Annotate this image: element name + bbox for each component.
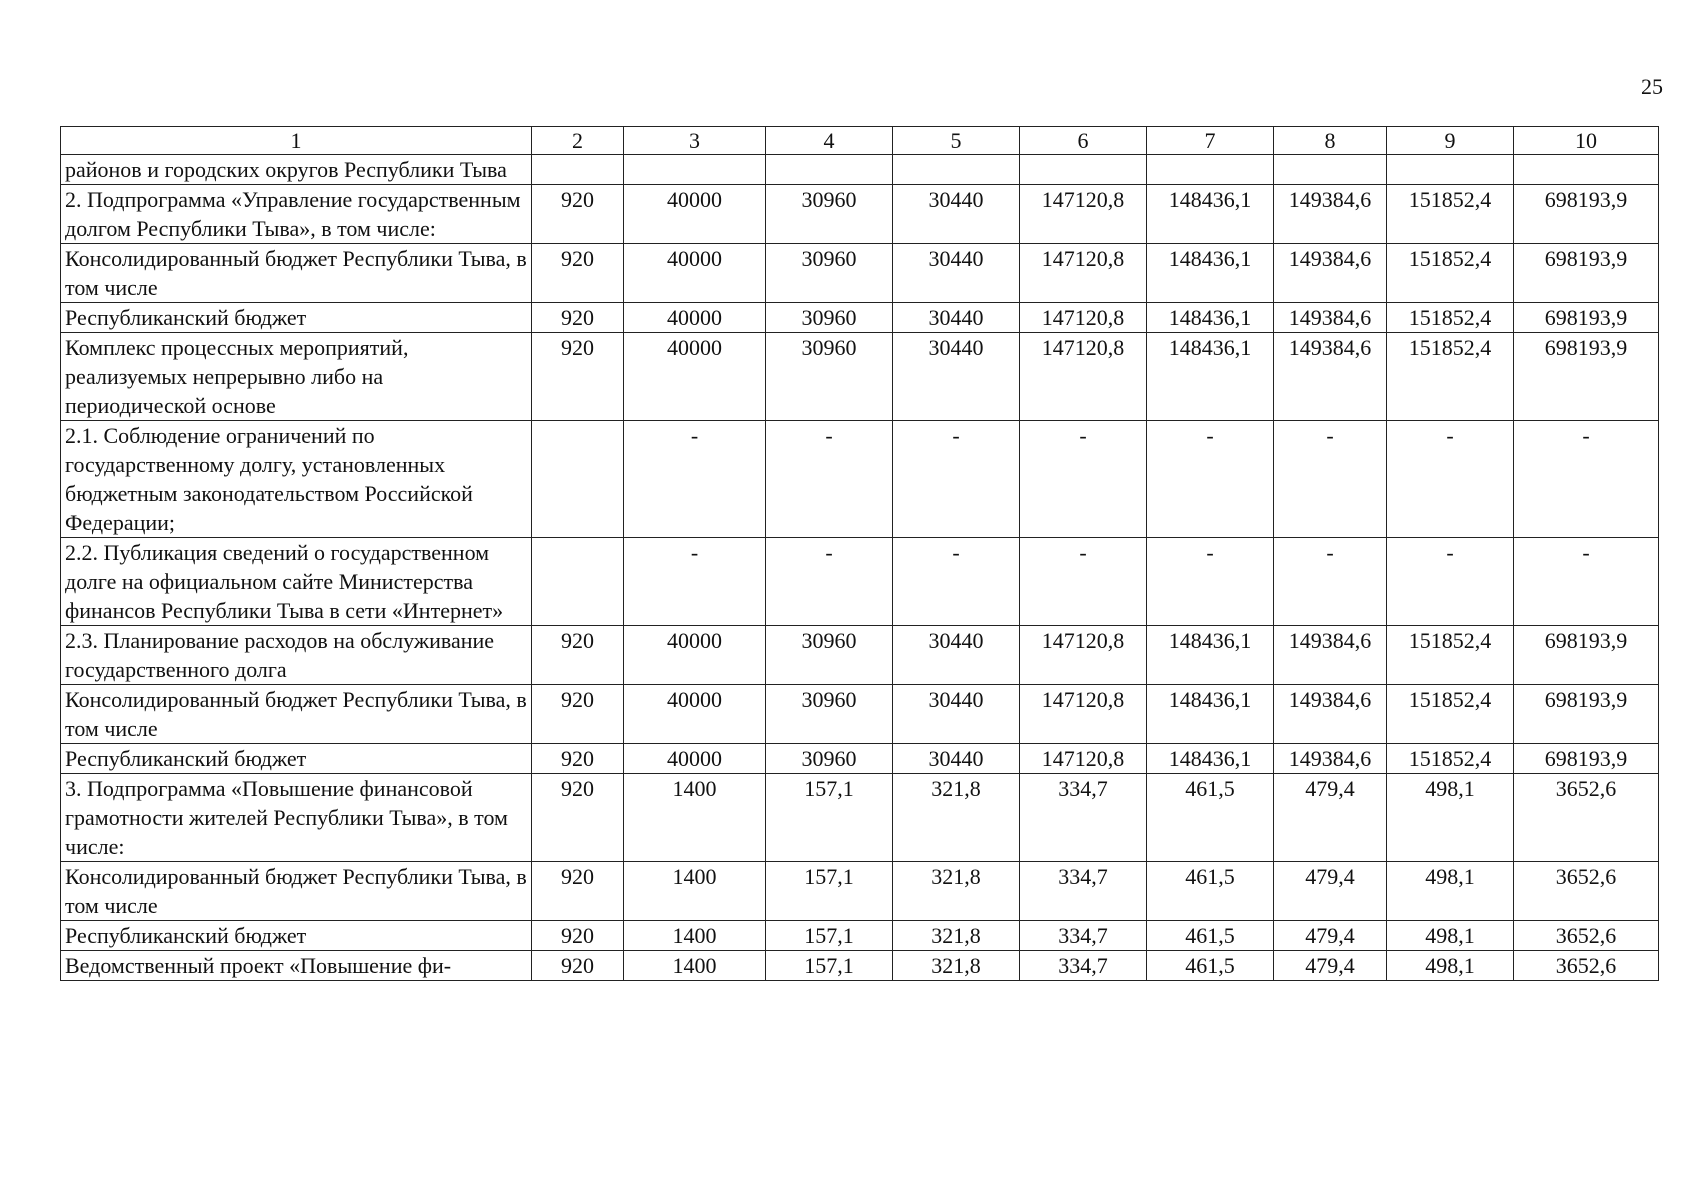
row-label: Республиканский бюджет <box>61 744 532 774</box>
cell-value: 698193,9 <box>1514 626 1659 685</box>
cell-value: 920 <box>532 333 624 421</box>
row-label: 2.1. Соблюдение ограничений по государственному долгу, установленных бюджетным законодательством Российской Федерации; <box>61 421 532 538</box>
table-row <box>61 685 1659 744</box>
row-label: Республиканский бюджет <box>61 921 532 951</box>
cell-value <box>1514 155 1659 185</box>
cell-value: 30960 <box>766 185 893 244</box>
cell-value: - <box>1020 538 1147 626</box>
page-number: 25 <box>1641 74 1663 99</box>
cell-value: 30440 <box>893 244 1020 303</box>
cell-value: 479,4 <box>1274 862 1387 921</box>
cell-value <box>1274 155 1387 185</box>
cell-value: 151852,4 <box>1387 333 1514 421</box>
cell-value: 1400 <box>624 951 766 981</box>
cell-value: 30440 <box>893 185 1020 244</box>
row-label: Республиканский бюджет <box>61 303 532 333</box>
cell-value: - <box>1147 421 1274 538</box>
cell-value: 321,8 <box>893 921 1020 951</box>
cell-value <box>532 538 624 626</box>
cell-value: - <box>1274 538 1387 626</box>
cell-value: 30440 <box>893 685 1020 744</box>
cell-value: - <box>1147 538 1274 626</box>
table-row <box>61 744 1659 774</box>
cell-value: - <box>893 421 1020 538</box>
column-number: 2 <box>532 127 624 155</box>
cell-value: 40000 <box>624 333 766 421</box>
cell-value: 920 <box>532 185 624 244</box>
row-label: Консолидированный бюджет Республики Тыва, в том числе <box>61 244 532 303</box>
cell-value: 698193,9 <box>1514 744 1659 774</box>
cell-value: 151852,4 <box>1387 685 1514 744</box>
cell-value: 151852,4 <box>1387 185 1514 244</box>
cell-value: 698193,9 <box>1514 244 1659 303</box>
cell-value: 40000 <box>624 303 766 333</box>
cell-value: - <box>1387 421 1514 538</box>
cell-value: 148436,1 <box>1147 244 1274 303</box>
cell-value: 461,5 <box>1147 774 1274 862</box>
cell-value: 920 <box>532 244 624 303</box>
cell-value: 147120,8 <box>1020 303 1147 333</box>
row-label: 2.3. Планирование расходов на обслуживание государственного долга <box>61 626 532 685</box>
cell-value: 147120,8 <box>1020 185 1147 244</box>
cell-value <box>1020 155 1147 185</box>
cell-value: 30440 <box>893 303 1020 333</box>
cell-value: 479,4 <box>1274 774 1387 862</box>
cell-value: 698193,9 <box>1514 303 1659 333</box>
cell-value: 461,5 <box>1147 951 1274 981</box>
cell-value: 40000 <box>624 685 766 744</box>
cell-value: 3652,6 <box>1514 951 1659 981</box>
cell-value: 920 <box>532 303 624 333</box>
cell-value <box>1147 155 1274 185</box>
cell-value: 3652,6 <box>1514 862 1659 921</box>
column-number: 7 <box>1147 127 1274 155</box>
column-number: 5 <box>893 127 1020 155</box>
cell-value: 149384,6 <box>1274 244 1387 303</box>
cell-value <box>532 421 624 538</box>
budget-table <box>60 126 1659 981</box>
cell-value: 3652,6 <box>1514 774 1659 862</box>
cell-value: - <box>766 538 893 626</box>
cell-value: - <box>893 538 1020 626</box>
cell-value: 148436,1 <box>1147 303 1274 333</box>
column-number: 8 <box>1274 127 1387 155</box>
cell-value: 30960 <box>766 626 893 685</box>
cell-value: 3652,6 <box>1514 921 1659 951</box>
row-label: 2. Подпрограмма «Управление государственным долгом Республики Тыва», в том числе: <box>61 185 532 244</box>
cell-value: 147120,8 <box>1020 744 1147 774</box>
cell-value: 334,7 <box>1020 862 1147 921</box>
cell-value: - <box>1020 421 1147 538</box>
row-label: Консолидированный бюджет Республики Тыва, в том числе <box>61 862 532 921</box>
table-row <box>61 921 1659 951</box>
cell-value: 30960 <box>766 744 893 774</box>
table-row <box>61 951 1659 981</box>
cell-value: - <box>1514 421 1659 538</box>
cell-value: 40000 <box>624 244 766 303</box>
column-number: 9 <box>1387 127 1514 155</box>
cell-value: 147120,8 <box>1020 333 1147 421</box>
cell-value <box>624 155 766 185</box>
cell-value: 147120,8 <box>1020 626 1147 685</box>
table-row <box>61 155 1659 185</box>
cell-value: 30960 <box>766 244 893 303</box>
table-row <box>61 626 1659 685</box>
cell-value: 30960 <box>766 333 893 421</box>
cell-value: 461,5 <box>1147 921 1274 951</box>
cell-value: 148436,1 <box>1147 744 1274 774</box>
column-number: 4 <box>766 127 893 155</box>
cell-value: 157,1 <box>766 951 893 981</box>
row-label: 3. Подпрограмма «Повышение финансовой грамотности жителей Республики Тыва», в том числе: <box>61 774 532 862</box>
cell-value: 1400 <box>624 774 766 862</box>
cell-value <box>766 155 893 185</box>
table-row <box>61 244 1659 303</box>
cell-value: 30960 <box>766 303 893 333</box>
cell-value: 157,1 <box>766 862 893 921</box>
cell-value: 151852,4 <box>1387 244 1514 303</box>
cell-value: 321,8 <box>893 774 1020 862</box>
cell-value: 920 <box>532 774 624 862</box>
cell-value: 698193,9 <box>1514 185 1659 244</box>
cell-value: - <box>1274 421 1387 538</box>
cell-value: 151852,4 <box>1387 303 1514 333</box>
cell-value: 498,1 <box>1387 921 1514 951</box>
cell-value: 334,7 <box>1020 774 1147 862</box>
cell-value: 40000 <box>624 626 766 685</box>
cell-value: 321,8 <box>893 862 1020 921</box>
cell-value: 151852,4 <box>1387 626 1514 685</box>
cell-value: 461,5 <box>1147 862 1274 921</box>
cell-value: - <box>1514 538 1659 626</box>
cell-value: 149384,6 <box>1274 333 1387 421</box>
cell-value: 148436,1 <box>1147 333 1274 421</box>
row-label: районов и городских округов Республики Тыва <box>61 155 532 185</box>
column-number: 10 <box>1514 127 1659 155</box>
table-row <box>61 862 1659 921</box>
cell-value: 1400 <box>624 862 766 921</box>
table-row <box>61 303 1659 333</box>
cell-value: 149384,6 <box>1274 685 1387 744</box>
cell-value <box>893 155 1020 185</box>
cell-value: - <box>624 538 766 626</box>
cell-value: 149384,6 <box>1274 303 1387 333</box>
table-row <box>61 333 1659 421</box>
cell-value: 40000 <box>624 744 766 774</box>
cell-value: 151852,4 <box>1387 744 1514 774</box>
cell-value: 498,1 <box>1387 774 1514 862</box>
row-label: Комплекс процессных мероприятий, реализуемых непрерывно либо на периодической основе <box>61 333 532 421</box>
cell-value: 920 <box>532 626 624 685</box>
cell-value <box>532 155 624 185</box>
cell-value: 321,8 <box>893 951 1020 981</box>
cell-value: 920 <box>532 921 624 951</box>
cell-value: 698193,9 <box>1514 333 1659 421</box>
row-label: Ведомственный проект «Повышение фи- <box>61 951 532 981</box>
cell-value: 148436,1 <box>1147 626 1274 685</box>
cell-value: - <box>624 421 766 538</box>
cell-value: 30440 <box>893 626 1020 685</box>
cell-value: 149384,6 <box>1274 744 1387 774</box>
cell-value: 148436,1 <box>1147 685 1274 744</box>
cell-value: - <box>1387 538 1514 626</box>
cell-value: 147120,8 <box>1020 244 1147 303</box>
cell-value: 498,1 <box>1387 862 1514 921</box>
column-number: 3 <box>624 127 766 155</box>
table-row <box>61 185 1659 244</box>
cell-value: 498,1 <box>1387 951 1514 981</box>
cell-value: 920 <box>532 862 624 921</box>
column-number-row <box>61 127 1659 155</box>
cell-value: 147120,8 <box>1020 685 1147 744</box>
cell-value: 40000 <box>624 185 766 244</box>
cell-value: 920 <box>532 744 624 774</box>
cell-value: 334,7 <box>1020 951 1147 981</box>
cell-value: 30440 <box>893 333 1020 421</box>
cell-value: 149384,6 <box>1274 626 1387 685</box>
cell-value: 157,1 <box>766 921 893 951</box>
row-label: Консолидированный бюджет Республики Тыва, в том числе <box>61 685 532 744</box>
cell-value: 30960 <box>766 685 893 744</box>
column-number: 6 <box>1020 127 1147 155</box>
cell-value: 920 <box>532 685 624 744</box>
table-row <box>61 421 1659 538</box>
cell-value: 1400 <box>624 921 766 951</box>
cell-value: 30440 <box>893 744 1020 774</box>
cell-value: 149384,6 <box>1274 185 1387 244</box>
column-number: 1 <box>61 127 532 155</box>
table-row <box>61 538 1659 626</box>
cell-value: - <box>766 421 893 538</box>
cell-value: 479,4 <box>1274 951 1387 981</box>
cell-value: 334,7 <box>1020 921 1147 951</box>
cell-value <box>1387 155 1514 185</box>
cell-value: 920 <box>532 951 624 981</box>
table-row <box>61 774 1659 862</box>
cell-value: 698193,9 <box>1514 685 1659 744</box>
cell-value: 157,1 <box>766 774 893 862</box>
row-label: 2.2. Публикация сведений о государственном долге на официальном сайте Министерства финансов Республики Тыва в сети «Интернет» <box>61 538 532 626</box>
cell-value: 479,4 <box>1274 921 1387 951</box>
cell-value: 148436,1 <box>1147 185 1274 244</box>
